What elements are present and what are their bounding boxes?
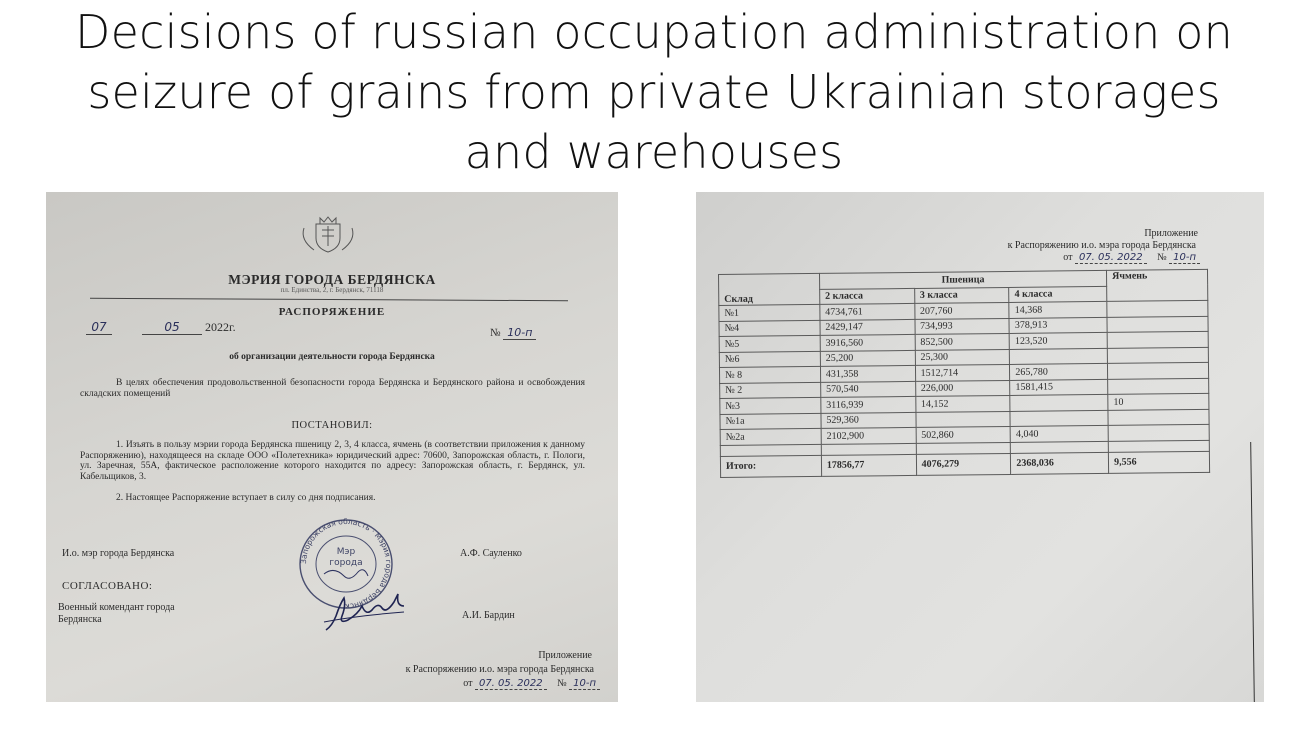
value-cell <box>1010 410 1108 427</box>
total-value: 9,556 <box>1108 451 1209 473</box>
order-date-year: 2022г. <box>205 320 236 334</box>
appendix-no: 10-п <box>1169 252 1200 264</box>
value-cell: 3916,560 <box>820 334 915 350</box>
header-divider <box>90 298 568 302</box>
slide-title-line: and warehouses <box>464 125 844 179</box>
city-crest-icon <box>298 214 358 254</box>
value-cell: 4,040 <box>1010 425 1108 442</box>
stamp-center-1: Мэр <box>336 547 356 557</box>
value-cell: 25,300 <box>915 349 1010 365</box>
office-name: МЭРИЯ ГОРОДА БЕРДЯНСКА <box>228 272 436 287</box>
value-cell: 14,152 <box>915 395 1010 411</box>
signer-name: А.Ф. Сауленко <box>460 548 522 559</box>
value-cell: 3116,939 <box>821 396 916 412</box>
value-cell: 10 <box>1108 393 1209 410</box>
value-cell: 502,860 <box>916 426 1011 442</box>
value-cell: 226,000 <box>915 380 1010 396</box>
appendix-no-label: № <box>557 678 567 689</box>
value-cell: 25,200 <box>820 350 915 366</box>
value-cell: 431,358 <box>820 365 915 381</box>
agreed-heading: СОГЛАСОВАНО: <box>62 580 153 592</box>
appendix-date: 07. 05. 2022 <box>1075 252 1147 264</box>
total-value: 2368,036 <box>1011 452 1109 474</box>
appendix-table-photo <box>696 192 1264 702</box>
value-cell <box>1107 300 1208 317</box>
value-cell: 2429,147 <box>820 319 915 335</box>
value-cell <box>1107 331 1208 348</box>
value-cell: 4734,761 <box>820 303 915 319</box>
total-value: 4076,279 <box>916 453 1011 475</box>
order-preamble: В целях обеспечения продовольственной безопасности города Бердянска и Бердянского района и освобождения складских помещений <box>80 378 585 399</box>
stamp-ring-text: Запорожская область · Мэрия города Бердянск <box>298 516 394 612</box>
storage-cell: №1а <box>720 413 821 430</box>
page-edge-line <box>1250 442 1255 702</box>
appendix-date-line <box>1063 252 1200 263</box>
column-header-class-2: 2 класса <box>820 288 915 304</box>
total-label: Итого: <box>720 455 821 477</box>
column-header-wheat: Пшеница <box>819 270 1106 289</box>
value-cell <box>1108 362 1209 379</box>
value-cell: 570,540 <box>820 381 915 397</box>
storage-cell: №4 <box>719 320 820 337</box>
storage-cell: №5 <box>719 335 820 352</box>
commandant-title-1: Военный комендант города <box>58 602 175 613</box>
order-date-month: 05 <box>142 320 202 335</box>
value-cell: 734,993 <box>915 318 1010 334</box>
appendix-no: 10-п <box>569 678 600 690</box>
storage-cell: № 8 <box>719 366 820 383</box>
total-value: 17856,77 <box>821 454 916 476</box>
value-cell <box>1107 316 1208 333</box>
order-number-label: № <box>490 327 501 339</box>
appendix-no-label: № <box>1157 252 1167 263</box>
appendix-to: к Распоряжению и.о. мэра города Бердянска <box>405 664 594 675</box>
value-cell: 14,368 <box>1009 301 1107 318</box>
value-cell: 265,780 <box>1010 363 1108 380</box>
appendix-to: к Распоряжению и.о. мэра города Бердянска <box>1007 240 1196 251</box>
appendix-label: Приложение <box>538 650 592 661</box>
appendix-from: от <box>463 678 473 689</box>
resolved-heading: ПОСТАНОВИЛ: <box>291 420 373 431</box>
value-cell <box>916 411 1011 427</box>
value-cell: 378,913 <box>1009 317 1107 334</box>
value-cell: 529,360 <box>821 412 916 428</box>
slide-title-line: Decisions of russian occupation administration on <box>75 5 1233 59</box>
appendix-from: от <box>1063 252 1073 263</box>
order-date <box>86 320 236 335</box>
value-cell: 1581,415 <box>1010 379 1108 396</box>
storage-cell: №6 <box>719 351 820 368</box>
column-header-barley: Ячмень <box>1107 269 1208 301</box>
storage-cell: №2а <box>720 428 821 445</box>
order-heading: РАСПОРЯЖЕНИЕ <box>278 306 386 318</box>
signer-title: И.о. мэр города Бердянска <box>62 548 175 559</box>
storage-cell: №1 <box>719 304 820 321</box>
storage-cell: № 2 <box>720 382 821 399</box>
value-cell <box>1108 409 1209 426</box>
value-cell <box>1010 348 1108 365</box>
value-cell: 123,520 <box>1009 332 1107 349</box>
value-cell: 2102,900 <box>821 427 916 443</box>
commandant-title-2: Бердянска <box>58 614 102 625</box>
order-number-value: 10-п <box>503 326 536 340</box>
slide-title <box>0 2 1308 182</box>
storage-cell: №3 <box>720 397 821 414</box>
slide-title-line: seizure of grains from private Ukrainian storages <box>87 65 1221 119</box>
value-cell: 852,500 <box>915 333 1010 349</box>
commandant-name: А.И. Бардин <box>462 610 515 621</box>
order-number <box>490 326 536 339</box>
appendix-date: 07. 05. 2022 <box>475 678 547 690</box>
order-date-day: 07 <box>86 320 112 335</box>
order-document-photo <box>46 192 618 702</box>
column-header-class-3: 3 класса <box>914 287 1009 303</box>
column-header-storage: Склад <box>719 273 820 305</box>
office-address: пл. Единства, 2, г. Бердянск, 71118 <box>280 286 384 294</box>
value-cell: 207,760 <box>914 302 1009 318</box>
value-cell <box>1108 378 1209 395</box>
order-subject: об организации деятельности города Бердянска <box>229 352 435 362</box>
value-cell <box>1108 424 1209 441</box>
value-cell <box>1010 394 1108 411</box>
appendix-date-line <box>463 678 600 689</box>
order-item-2: 2. Настоящее Распоряжение вступает в силу со дня подписания. <box>116 493 376 503</box>
value-cell: 1512,714 <box>915 364 1010 380</box>
order-item-1: 1. Изъять в пользу мэрии города Бердянска пшеницу 2, 3, 4 класса, ячмень (в соответствии приложения к данному Распоряжению), находящееся на складе ООО «Полетехника» юридический адрес: 70600, Запорожская область, г. Пологи, ул. Заречная, 55А, фактическое расположение которого находится по адресу: Запорожская область, г. Бердянск, ул. Кабельщиков, 3. <box>80 440 585 482</box>
signature-icon <box>318 592 418 634</box>
grain-table <box>718 269 1210 478</box>
stamp-center-2: города <box>329 558 363 568</box>
value-cell <box>1107 347 1208 364</box>
appendix-label: Приложение <box>1144 228 1198 239</box>
table-total-row <box>720 451 1209 477</box>
column-header-class-4: 4 класса <box>1009 286 1107 303</box>
